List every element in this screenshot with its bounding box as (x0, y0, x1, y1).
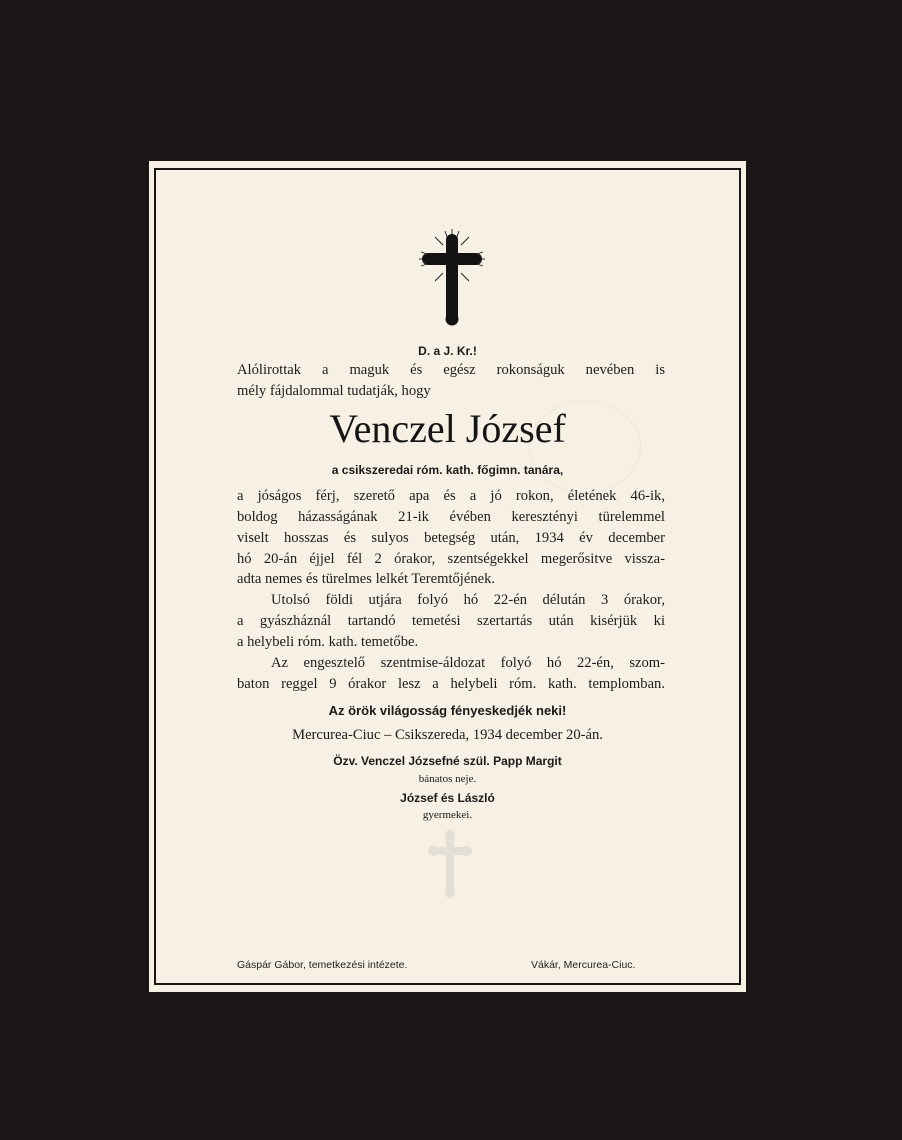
invocation: D. a J. Kr.! (418, 344, 477, 358)
faint-cross-icon (425, 827, 475, 899)
intro-line: mély fájdalommal tudatják, hogy (237, 383, 431, 399)
place-date: Mercurea-Ciuc – Csikszereda, 1934 december 20-án. (292, 727, 603, 743)
deceased-name: Venczel József (329, 406, 566, 451)
paragraph3-line: baton reggel 9 órakor lesz a helybeli róm. kath. templomban. (237, 676, 665, 692)
paragraph1-line: hó 20-án éjjel fél 2 órakor, szentségekkel megerősitve vissza- (237, 551, 665, 567)
paragraph1-line: adta nemes és türelmes lelkét Teremtőjének. (237, 571, 496, 587)
mourner-name: Özv. Venczel Józsefné szül. Papp Margit (333, 754, 562, 768)
paragraph1-line: a jóságos férj, szerető apa és a jó rokon, életének 46-ik, (237, 488, 665, 504)
cross-icon (417, 227, 487, 327)
deceased-title: a csikszeredai róm. kath. főgimn. tanára, (331, 463, 564, 477)
footer-undertaker: Gáspár Gábor, temetkezési intézete. (237, 959, 408, 971)
paragraph1-line: boldog házasságának 21-ik évében keresztényi türelemmel (237, 509, 665, 525)
paragraph1-line: viselt hosszas és sulyos betegség után, 1934 év december (237, 530, 665, 546)
footer-printer: Vákár, Mercurea-Ciuc. (531, 959, 636, 971)
blessing: Az örök világosság fényeskedjék neki! (328, 703, 567, 718)
mourning-card (149, 161, 746, 992)
faint-stamp (529, 401, 641, 493)
paragraph2-line: a gyászháznál tartandó temetési szertartás után kisérjük ki (237, 613, 665, 629)
paragraph2-line: a helybeli róm. kath. temetőbe. (237, 634, 419, 650)
mourner-role: bánatos neje. (418, 773, 477, 785)
intro-line: Alólirottak a maguk és egész rokonságuk nevében is (237, 362, 665, 378)
paragraph3-line: Az engesztelő szentmise-áldozat folyó hó 22-én, szom- (271, 655, 665, 671)
paragraph2-line: Utolsó földi utjára folyó hó 22-én délután 3 órakor, (271, 592, 665, 608)
mourner-name: József és László (400, 791, 495, 805)
mourner-role: gyermekei. (422, 809, 473, 821)
